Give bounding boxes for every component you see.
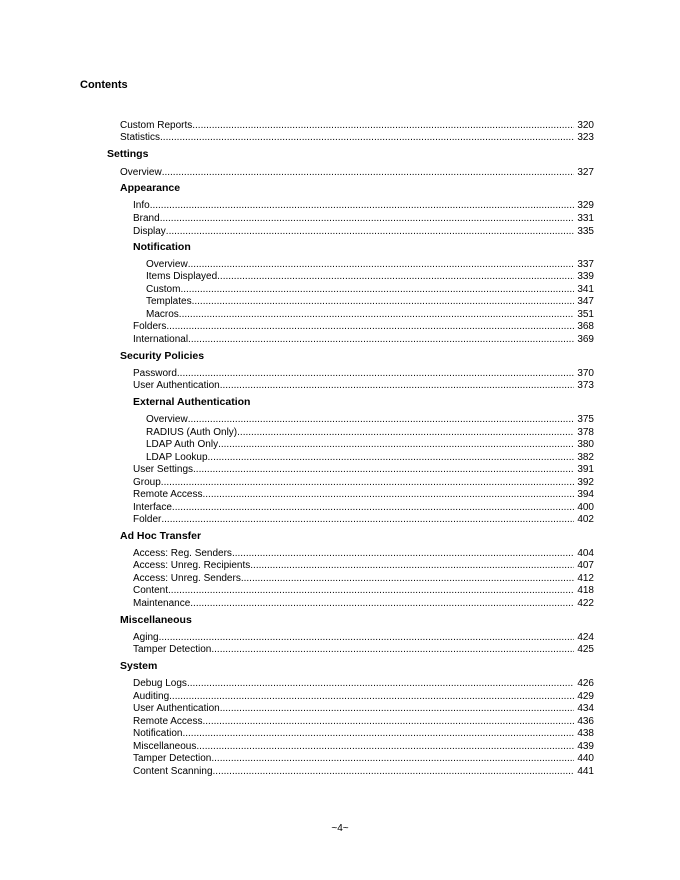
toc-entry-label: LDAP Auth Only (146, 439, 219, 450)
toc-entry-international[interactable] (133, 333, 594, 346)
toc-entry-display[interactable] (133, 225, 594, 238)
toc-entry-page: 424 (577, 632, 594, 643)
toc-entry-label: LDAP Lookup (146, 452, 208, 463)
toc-entry-label: Overview (146, 414, 188, 425)
section-security-policies[interactable]: Security Policies (120, 350, 205, 362)
toc-entry-label: Remote Access (133, 489, 203, 500)
toc-entry-page: 439 (577, 741, 594, 752)
dot-leader (168, 585, 574, 597)
dot-leader (211, 644, 574, 656)
toc-entry-info[interactable] (133, 199, 594, 212)
toc-entry-label: Items Displayed (146, 271, 218, 282)
toc-entry-label: Templates (146, 296, 192, 307)
toc-entry-label: Interface (133, 502, 172, 513)
toc-entry-page: 436 (577, 716, 594, 727)
dot-leader (166, 321, 574, 333)
toc-entry-maintenance[interactable] (133, 597, 594, 610)
dot-leader (217, 271, 574, 283)
dot-leader (150, 200, 575, 212)
toc-entry-folders[interactable] (133, 320, 594, 333)
toc-entry-page: 402 (577, 514, 594, 525)
toc-entry-label: Miscellaneous (133, 741, 197, 752)
toc-entry-remote-access[interactable] (133, 488, 594, 501)
toc-entry-label: Maintenance (133, 598, 191, 609)
toc-entry-label: Overview (120, 167, 162, 178)
toc-entry-page: 438 (577, 728, 594, 739)
toc-entry-page: 394 (577, 489, 594, 500)
section-settings[interactable]: Settings (107, 148, 149, 160)
dot-leader (220, 380, 575, 392)
toc-entry-access-unreg-recipients[interactable] (133, 559, 594, 572)
toc-entry-page: 323 (577, 132, 594, 143)
toc-entry-label: Content Scanning (133, 766, 213, 777)
dot-leader (202, 489, 574, 501)
dot-leader (160, 213, 575, 225)
toc-entry-content-scanning[interactable] (133, 765, 594, 778)
toc-entry-label: Display (133, 226, 166, 237)
toc-entry-label: Group (133, 477, 161, 488)
toc-entry-label: RADIUS (Auth Only) (146, 427, 238, 438)
dot-leader (166, 226, 575, 238)
toc-entry-page: 425 (577, 644, 594, 655)
toc-entry-page: 335 (577, 226, 594, 237)
toc-entry-page: 373 (577, 380, 594, 391)
toc-entry-page: 426 (577, 678, 594, 689)
toc-entry-page: 327 (577, 167, 594, 178)
toc-entry-label: Debug Logs (133, 678, 187, 689)
toc-entry-label: Password (133, 368, 177, 379)
toc-entry-label: Content (133, 585, 169, 596)
toc-entry-templates[interactable] (146, 295, 594, 308)
page-number: ~4~ (331, 823, 349, 834)
toc-entry-page: 418 (577, 585, 594, 596)
dot-leader (213, 766, 575, 778)
toc-entry-page: 351 (577, 309, 594, 320)
toc-entry-label: User Settings (133, 464, 194, 475)
toc-entry-label: Folders (133, 321, 167, 332)
dot-leader (182, 728, 574, 740)
dot-leader (160, 132, 574, 144)
toc-entry-page: 391 (577, 464, 594, 475)
toc-entry-label: User Authentication (133, 703, 220, 714)
dot-leader (211, 753, 574, 765)
toc-entry-page: 440 (577, 753, 594, 764)
toc-entry-label: Access: Unreg. Senders (133, 573, 241, 584)
dot-leader (192, 296, 575, 308)
toc-entry-page: 320 (577, 120, 594, 131)
dot-leader (220, 703, 575, 715)
toc-entry-user-authentication[interactable] (133, 379, 594, 392)
toc-entry-folder[interactable] (133, 513, 594, 526)
toc-entry-label: Info (133, 200, 150, 211)
toc-entry-label: Overview (146, 259, 188, 270)
toc-entry-page: 375 (577, 414, 594, 425)
section-ad-hoc-transfer[interactable]: Ad Hoc Transfer (120, 530, 202, 542)
dot-leader (188, 334, 574, 346)
toc-entry-page: 429 (577, 691, 594, 702)
toc-entry-label: Tamper Detection (133, 644, 212, 655)
toc-entry-page: 341 (577, 284, 594, 295)
toc-entry-label: Access: Unreg. Recipients (133, 560, 251, 571)
toc-entry-label: Custom (146, 284, 181, 295)
toc-entry-label: Aging (133, 632, 159, 643)
toc-entry-label: Folder (133, 514, 162, 525)
toc-entry-page: 370 (577, 368, 594, 379)
dot-leader (193, 464, 574, 476)
toc-entry-page: 404 (577, 548, 594, 559)
dot-leader (250, 560, 574, 572)
toc-entry-page: 434 (577, 703, 594, 714)
toc-entry-page: 422 (577, 598, 594, 609)
toc-entry-page: 369 (577, 334, 594, 345)
toc-entry-label: Auditing (133, 691, 170, 702)
toc-entry-page: 368 (577, 321, 594, 332)
toc-entry-page: 392 (577, 477, 594, 488)
section-system[interactable]: System (120, 660, 158, 672)
dot-leader (188, 414, 575, 426)
toc-entry-page: 347 (577, 296, 594, 307)
toc-entry-label: User Authentication (133, 380, 220, 391)
toc-entry-label: Access: Reg. Senders (133, 548, 232, 559)
toc-entry-ldap-auth-only[interactable] (146, 438, 594, 451)
section-miscellaneous[interactable]: Miscellaneous (120, 614, 192, 626)
toc-entry-page: 380 (577, 439, 594, 450)
toc-entry-label: Custom Reports (120, 120, 193, 131)
toc-entry-system-user-authentication[interactable] (133, 702, 594, 715)
dot-leader (190, 598, 574, 610)
dot-leader (218, 439, 574, 451)
toc-entry-label: Remote Access (133, 716, 203, 727)
toc-entry-label: Macros (146, 309, 179, 320)
toc-entry-page: 339 (577, 271, 594, 282)
toc-entry-label: Notification (133, 728, 183, 739)
toc-entry-page: 331 (577, 213, 594, 224)
dot-leader (161, 514, 574, 526)
toc-entry-items-displayed[interactable] (146, 270, 594, 283)
toc-entry-label: Statistics (120, 132, 161, 143)
toc-entry-system-notification[interactable] (133, 727, 594, 740)
toc-entry-tamper-detection[interactable] (133, 643, 594, 656)
toc-entry-brand[interactable] (133, 212, 594, 225)
toc-entry-page: 400 (577, 502, 594, 513)
toc-entry-page: 407 (577, 560, 594, 571)
toc-entry-page: 382 (577, 452, 594, 463)
toc-entry-system-tamper-detection[interactable] (133, 752, 594, 765)
toc-entry-page: 329 (577, 200, 594, 211)
toc-entry-statistics[interactable] (120, 131, 594, 144)
toc-entry-label: Tamper Detection (133, 753, 212, 764)
dot-leader (187, 678, 574, 690)
toc-entry-page: 378 (577, 427, 594, 438)
section-notification[interactable]: Notification (133, 241, 191, 253)
toc-entry-overview[interactable] (120, 166, 594, 179)
toc-entry-external-overview[interactable] (146, 413, 594, 426)
toc-entry-label: Brand (133, 213, 160, 224)
toc-entry-label: International (133, 334, 189, 345)
toc-entry-page: 337 (577, 259, 594, 270)
section-external-authentication[interactable]: External Authentication (133, 396, 251, 408)
dot-leader (162, 167, 575, 179)
toc-entry-page: 441 (577, 766, 594, 777)
toc-entry-user-settings[interactable] (133, 463, 594, 476)
toc-entry-debug-logs[interactable] (133, 677, 594, 690)
section-appearance[interactable]: Appearance (120, 182, 181, 194)
toc-entry-content[interactable] (133, 584, 594, 597)
contents-title: Contents (80, 79, 128, 91)
toc-entry-page: 412 (577, 573, 594, 584)
